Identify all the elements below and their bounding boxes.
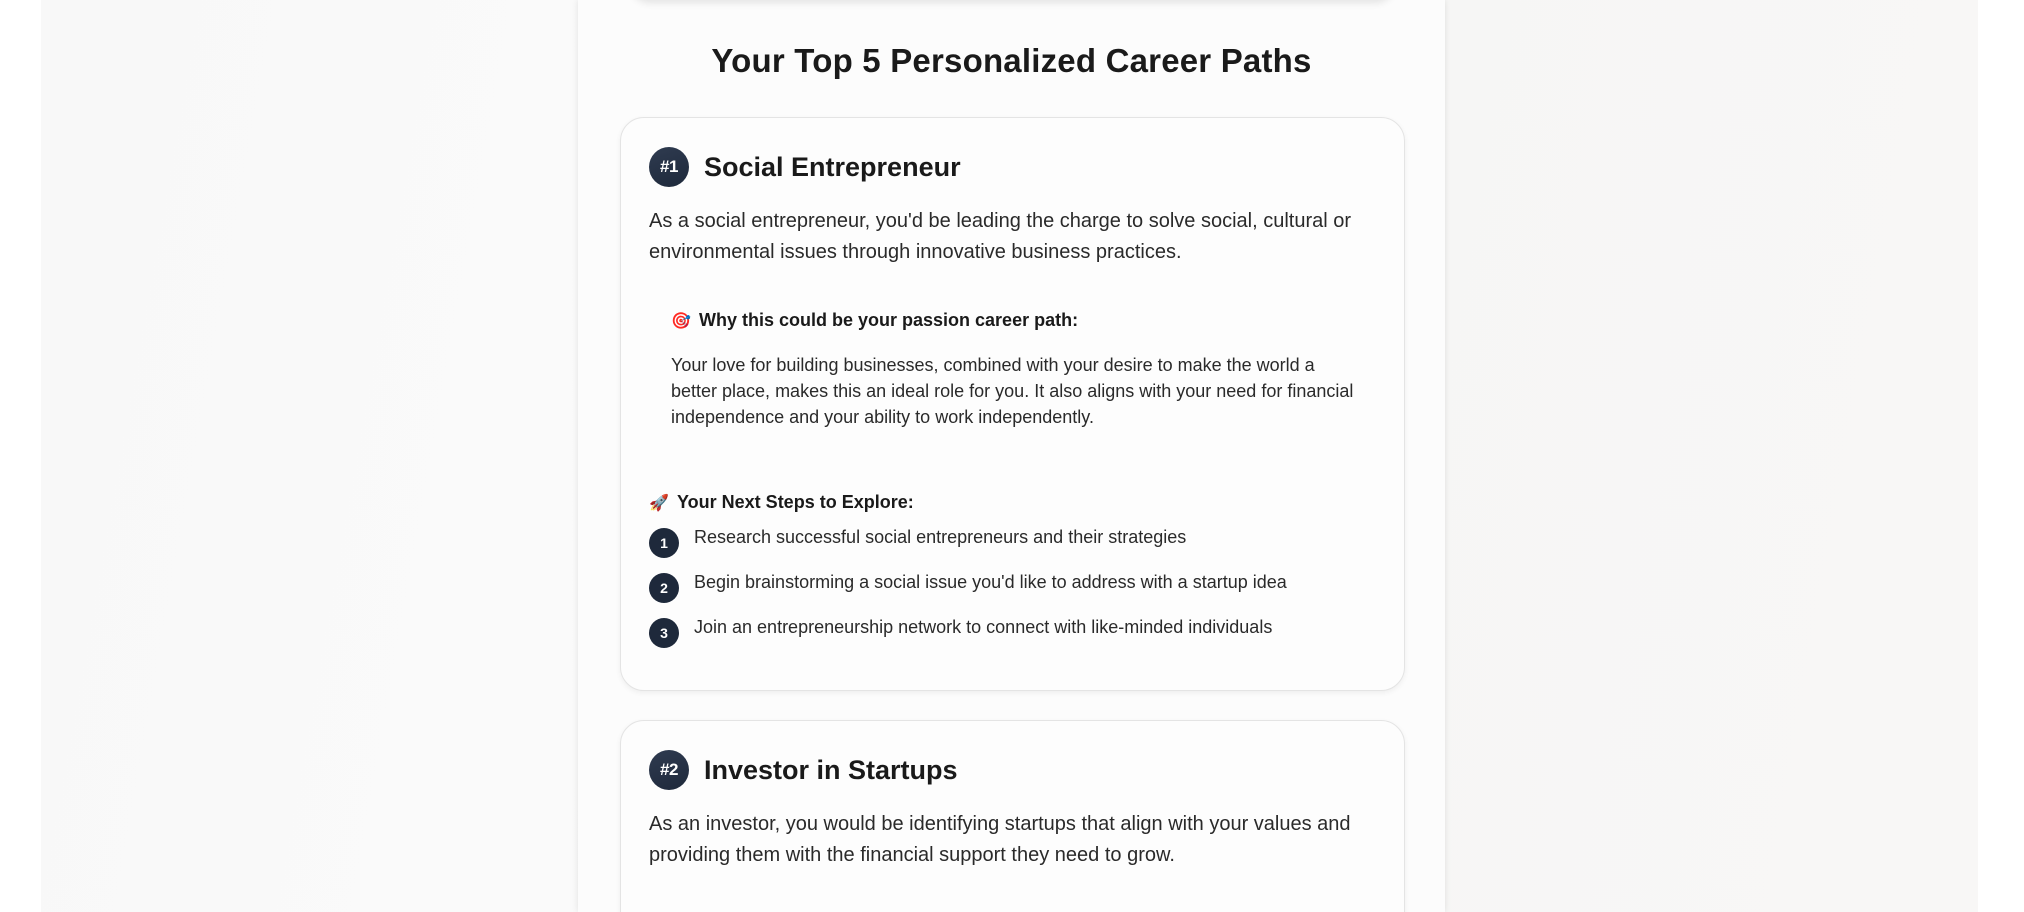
career-description: As an investor, you would be identifying startups that align with your values and providing them with the financial support they need to grow. <box>649 813 1351 866</box>
step-text: Research successful social entrepreneurs and their strategies <box>694 527 1187 547</box>
career-card-header <box>649 147 961 187</box>
next-steps-heading <box>649 492 1379 513</box>
why-heading-text: Why this could be your passion career path: <box>699 310 1079 330</box>
step-number: 1 <box>649 528 679 558</box>
step-text: Begin brainstorming a social issue you'd like to address with a startup idea <box>694 572 1287 592</box>
step-item <box>649 525 1379 558</box>
target-icon: 🎯 <box>671 312 691 330</box>
page-title: Your Top 5 Personalized Career Paths <box>711 42 1312 79</box>
career-description: As a social entrepreneur, you'd be leading the charge to solve social, cultural or environmental issues through innovative business practices. <box>649 210 1352 263</box>
career-card-2 <box>620 720 1405 912</box>
why-section <box>671 310 1361 430</box>
why-heading <box>671 310 1361 331</box>
rank-badge: #2 <box>649 750 689 790</box>
rank-badge: #1 <box>649 147 689 187</box>
next-steps-heading-text: Your Next Steps to Explore: <box>677 492 914 512</box>
step-text: Join an entrepreneurship network to connect with like-minded individuals <box>694 617 1273 637</box>
why-text: Your love for building businesses, combined with your desire to make the world a better place, makes this an ideal role for you. It also aligns with your need for financial independence and your ability to work independently. <box>671 355 1354 427</box>
step-item <box>649 570 1379 603</box>
career-title: Investor in Startups <box>704 754 958 785</box>
next-steps-section <box>649 492 1379 648</box>
career-card-1 <box>620 117 1405 691</box>
career-card-header <box>649 750 958 790</box>
career-title: Social Entrepreneur <box>704 151 961 182</box>
step-number: 2 <box>649 573 679 603</box>
step-item <box>649 615 1379 648</box>
rocket-icon: 🚀 <box>649 494 669 512</box>
step-number: 3 <box>649 618 679 648</box>
